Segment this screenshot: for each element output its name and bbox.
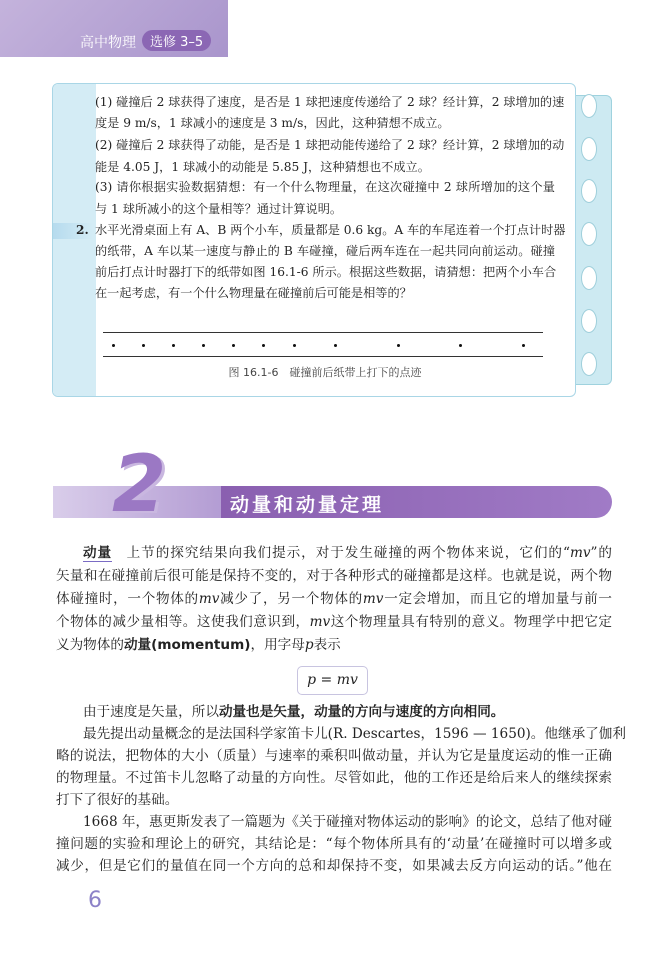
body-line (83, 701, 612, 723)
body-line (56, 611, 612, 633)
figure-caption: 图 16.1-6 碰撞前后纸带上打下的点迹 (228, 366, 422, 379)
body-line (83, 542, 612, 564)
body-line: 撞问题的实验和理论上的研究，其结论是：“每个物体所具有的‘动量’在碰撞时可以增多或 (56, 836, 612, 852)
question-line: 能是 4.05 J，1 球减小的动能是 5.85 J，这种猜想也不成立。 (95, 160, 430, 174)
tape-dot (172, 344, 175, 347)
term-momentum: 动量(momentum) (123, 637, 251, 653)
section-title: 动量和动量定理 (230, 494, 385, 516)
symbol: mv (362, 591, 384, 607)
question-line: 前后打点计时器打下的纸带如图 16.1-6 所示。根据这些数据，请猜想：把两个小车合 (95, 265, 557, 279)
body-line: 矢量和在碰撞前后很可能是保持不变的，对于各种形式的碰撞都是这样。也就是说，两个物 (56, 568, 612, 584)
symbol: mv (309, 614, 331, 630)
body-line: 的物理量。不过笛卡儿忽略了动量的方向性。尽管如此，他的工作还是给后来人的继续探索 (56, 770, 612, 786)
ticker-tape-figure (103, 332, 543, 357)
item-number: 2. (76, 223, 89, 237)
tape-dot (262, 344, 265, 347)
body-line: 打下了很好的基础。 (56, 792, 179, 808)
text: 减少了，另一个物体的 (219, 591, 363, 607)
text: 由于速度是矢量，所以 (83, 704, 219, 720)
text: ，用字母 (250, 637, 305, 653)
binder-hole-icon (581, 266, 597, 290)
text: 体碰撞时，一个物体的 (56, 591, 199, 607)
binder-tab (572, 95, 612, 385)
book-title: 高中物理 (80, 35, 136, 51)
tape-dot (202, 344, 205, 347)
binder-hole-icon (581, 94, 597, 118)
question-line: (1) 碰撞后 2 球获得了速度，是否是 1 球把速度传递给了 2 球？经计算，2 球增加的速 (95, 95, 565, 109)
tape-dot (112, 344, 115, 347)
body-line: 略的说法，把物体的大小（质量）与速率的乘积叫做动量，并认为它是量度运动的惟一正确 (56, 748, 612, 764)
volume-badge: 选修 3–5 (142, 30, 211, 51)
body-line: 1668 年，惠更斯发表了一篇题为《关于碰撞对物体运动的影响》的论文，总结了他对碰 (83, 814, 612, 830)
text: 个物体的减少量相等。这使我们意识到， (56, 614, 310, 630)
body-line: 减少，但是它们的量值在同一个方向的总和却保持不变，如果减去反方向运动的话。”他在 (56, 858, 612, 874)
question-line: 在一起考虑，有一个什么物理量在碰撞前后可能是相等的？ (95, 286, 412, 300)
binder-hole-icon (581, 179, 597, 203)
question-line: 水平光滑桌面上有 A、B 两个小车，质量都是 0.6 kg。A 车的车尾连着一个打点计时器 (95, 223, 566, 237)
symbol: mv (569, 545, 591, 561)
tape-dot (293, 344, 296, 347)
question-line: (3) 请你根据实验数据猜想：有一个什么物理量，在这次碰撞中 2 球所增加的这个量 (95, 180, 555, 194)
tape-dot (522, 344, 525, 347)
page-number: 6 (88, 888, 102, 913)
body-line: 最先提出动量概念的是法国科学家笛卡儿(R. Descartes，1596 — 1650)。他继承了伽利 (83, 726, 626, 742)
key-statement: 动量也是矢量，动量的方向与速度的方向相同。 (218, 704, 505, 720)
text: 这个物理量具有特别的意义。物理学中把它定 (330, 614, 613, 630)
tape-dot (397, 344, 400, 347)
tape-dot (459, 344, 462, 347)
body-line (56, 588, 612, 610)
section-number: 2 (112, 440, 167, 530)
binder-hole-icon (581, 222, 597, 246)
question-line: 与 1 球所减小的这个量相等？通过计算说明。 (95, 202, 343, 216)
text: 上节的探究结果向我们提示，对于发生碰撞的两个物体来说，它们的“ (126, 545, 570, 561)
tape-dot (142, 344, 145, 347)
tape-dot (334, 344, 337, 347)
text: 义为物体的 (56, 637, 124, 653)
text: 表示 (313, 637, 341, 653)
text: 一定会增加，而且它的增加量与前一 (383, 591, 613, 607)
formula-box: p = mv (297, 666, 368, 695)
question-line: (2) 碰撞后 2 球获得了动能，是否是 1 球把动能传递给了 2 球？经计算，2 球增加的动 (95, 138, 565, 152)
symbol: mv (198, 591, 220, 607)
term-momentum: 动量 (83, 545, 113, 561)
binder-hole-icon (581, 137, 597, 161)
body-line (56, 634, 612, 656)
question-line: 度是 9 m/s，1 球减小的速度是 3 m/s，因此，这种猜想不成立。 (95, 116, 450, 130)
text: ”的 (590, 545, 613, 561)
card-side-strip (53, 84, 96, 396)
symbol: p (304, 637, 314, 653)
tape-dot (232, 344, 235, 347)
question-line: 的纸带，A 车以某一速度与静止的 B 车碰撞，碰后两车连在一起共同向前运动。碰撞 (95, 244, 555, 258)
binder-hole-icon (581, 309, 597, 333)
